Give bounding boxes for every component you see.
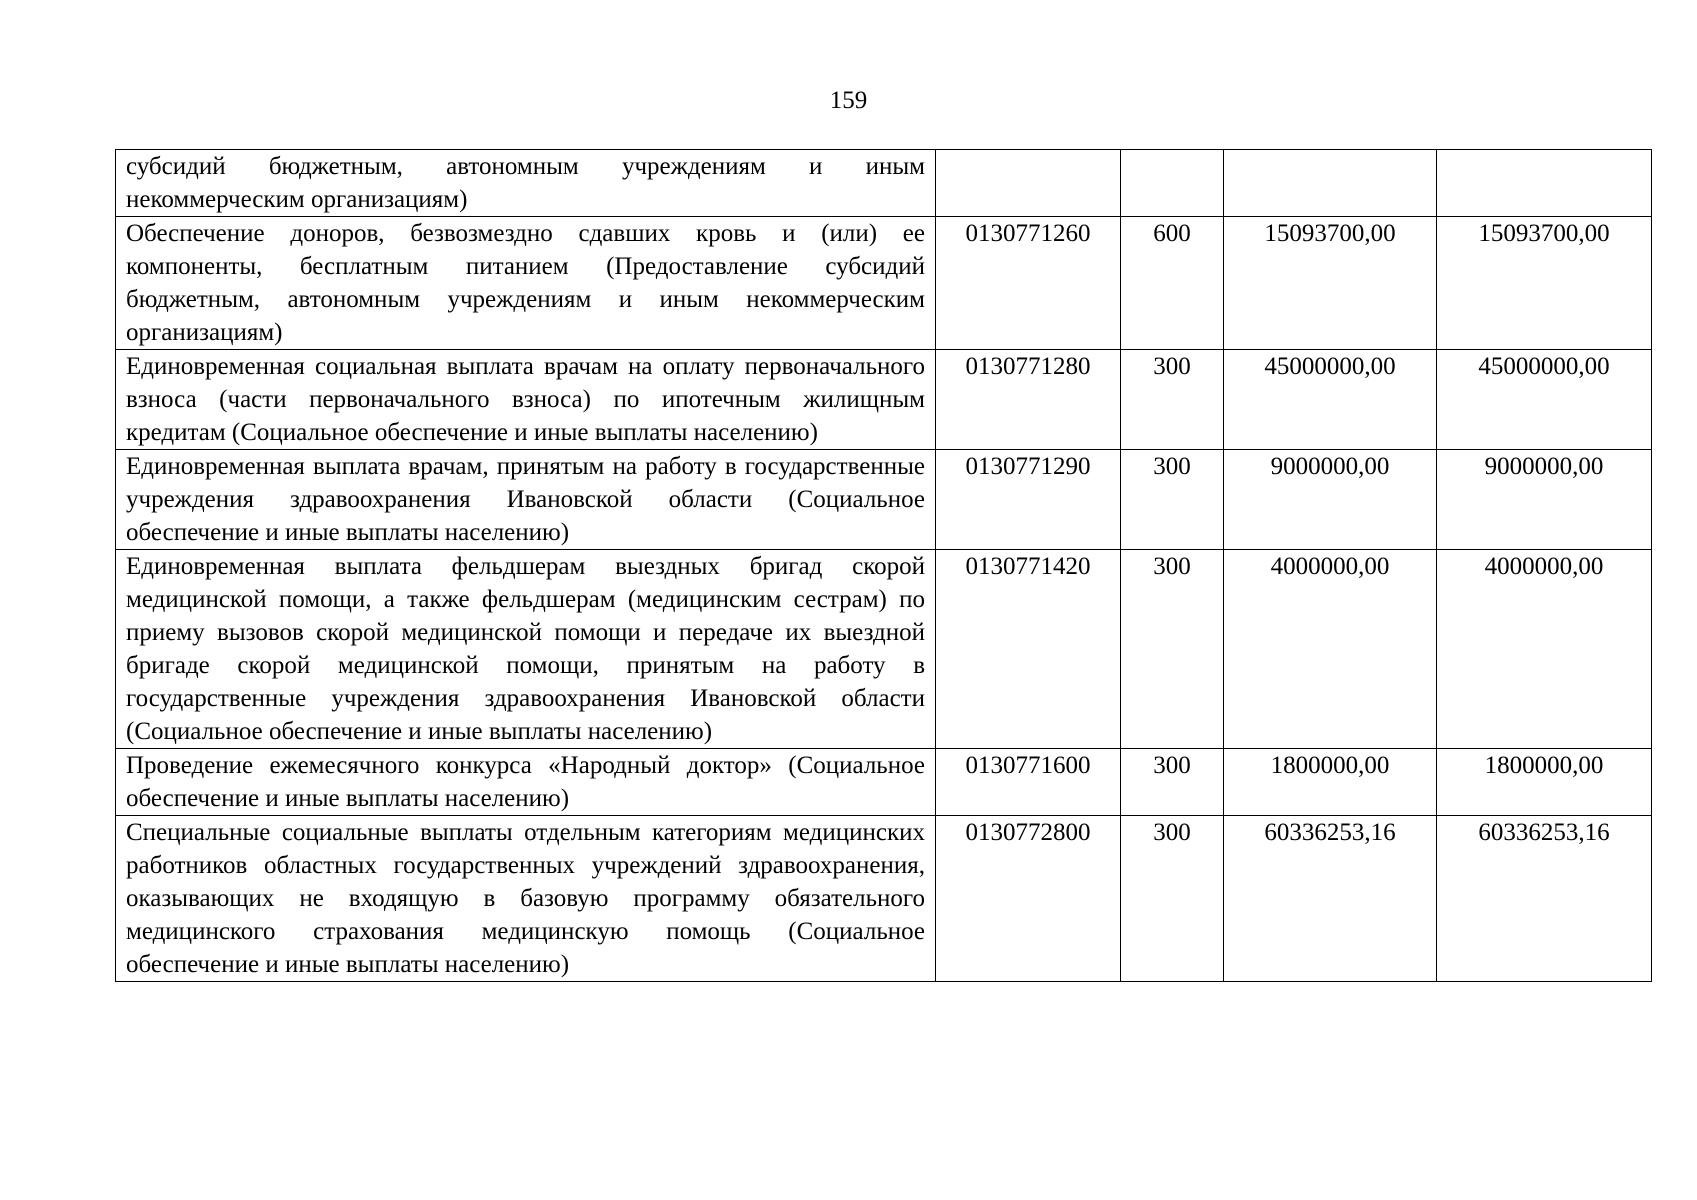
- row-sum1-cell: 4000000,00: [1224, 550, 1437, 749]
- row-type-cell: 300: [1121, 350, 1224, 450]
- row-type-cell: 600: [1121, 217, 1224, 350]
- row-code-cell: 0130771280: [936, 350, 1121, 450]
- table-row: [116, 550, 1652, 749]
- table-row: [116, 749, 1652, 816]
- row-name-cell: Специальные социальные выплаты отдельным категориям медицинских работников областных государственных учреждений здравоохранения, оказывающих не входящую в базовую программу обязательного медицинского страхования медицинскую помощь (Социальное обеспечение и иные выплаты населению): [116, 816, 936, 982]
- budget-table: [115, 149, 1652, 982]
- row-sum2-cell: 9000000,00: [1437, 450, 1652, 550]
- row-code-cell: 0130771260: [936, 217, 1121, 350]
- row-sum2-cell: 45000000,00: [1437, 350, 1652, 450]
- row-type-cell: 300: [1121, 450, 1224, 550]
- row-name-cell: Единовременная выплата фельдшерам выездных бригад скорой медицинской помощи, а также фельдшерам (медицинским сестрам) по приему вызовов скорой медицинской помощи и передаче их выездной бригаде скорой медицинской помощи, принятым на работу в государственные учреждения здравоохранения Ивановской области (Социальное обеспечение и иные выплаты населению): [116, 550, 936, 749]
- row-sum1-cell: 60336253,16: [1224, 816, 1437, 982]
- row-sum1-cell: 45000000,00: [1224, 350, 1437, 450]
- row-type-cell: 300: [1121, 749, 1224, 816]
- row-name-cell: Единовременная выплата врачам, принятым на работу в государственные учреждения здравоохранения Ивановской области (Социальное обеспечение и иные выплаты населению): [116, 450, 936, 550]
- table-row: [116, 217, 1652, 350]
- row-sum1-cell: 15093700,00: [1224, 217, 1437, 350]
- row-type-cell: 300: [1121, 816, 1224, 982]
- row-sum2-cell: [1437, 150, 1652, 217]
- row-sum2-cell: 1800000,00: [1437, 749, 1652, 816]
- row-type-cell: [1121, 150, 1224, 217]
- row-code-cell: 0130771290: [936, 450, 1121, 550]
- table-row: [116, 816, 1652, 982]
- row-name-cell: Единовременная социальная выплата врачам на оплату первоначального взноса (части первоначального взноса) по ипотечным жилищным кредитам (Социальное обеспечение и иные выплаты населению): [116, 350, 936, 450]
- row-sum1-cell: 1800000,00: [1224, 749, 1437, 816]
- row-sum1-cell: 9000000,00: [1224, 450, 1437, 550]
- row-sum2-cell: 4000000,00: [1437, 550, 1652, 749]
- row-name-cell: Обеспечение доноров, безвозмездно сдавших кровь и (или) ее компоненты, бесплатным питанием (Предоставление субсидий бюджетным, автономным учреждениям и иным некоммерческим организациям): [116, 217, 936, 350]
- row-name-cell: субсидий бюджетным, автономным учреждениям и иным некоммерческим организациям): [116, 150, 936, 217]
- row-sum2-cell: 60336253,16: [1437, 816, 1652, 982]
- row-code-cell: 0130772800: [936, 816, 1121, 982]
- table-row: [116, 150, 1652, 217]
- row-sum1-cell: [1224, 150, 1437, 217]
- row-sum2-cell: 15093700,00: [1437, 217, 1652, 350]
- row-code-cell: [936, 150, 1121, 217]
- row-name-cell: Проведение ежемесячного конкурса «Народный доктор» (Социальное обеспечение и иные выплаты населению): [116, 749, 936, 816]
- row-type-cell: 300: [1121, 550, 1224, 749]
- page-number: 159: [829, 87, 868, 114]
- row-code-cell: 0130771600: [936, 749, 1121, 816]
- table-row: [116, 450, 1652, 550]
- table-row: [116, 350, 1652, 450]
- row-code-cell: 0130771420: [936, 550, 1121, 749]
